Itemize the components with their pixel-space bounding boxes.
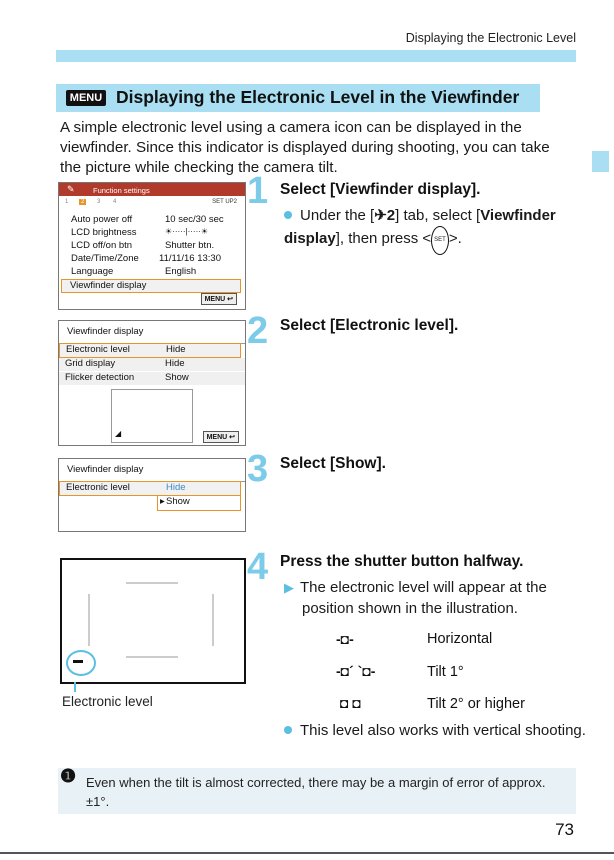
set-button-icon: SET	[431, 226, 449, 255]
menu-row-label: Language	[71, 266, 114, 277]
header-rule	[56, 50, 576, 62]
camera-level-icon: -◘-	[336, 631, 354, 647]
chapter-side-tab	[592, 151, 609, 172]
camera-level-icon: -◘´ `◘-	[336, 663, 376, 679]
intro-paragraph: A simple electronic level using a camera icon can be displayed in the viewfinder. Since this indicator is displayed during shooting, you can take the picture while checking the camera tilt.	[60, 119, 550, 176]
step-bullet: Under the [✈2] tab, select [Viewfinder display], then press < SET >.	[284, 205, 574, 255]
menu-row-label: LCD off/on btn	[71, 240, 133, 251]
menu-row-selected	[61, 279, 241, 293]
step-number: 3	[247, 448, 269, 490]
camera-level-icon: ◘ ◘	[340, 695, 361, 711]
page-bottom-rule	[0, 852, 614, 854]
menu-row: Flicker detection Show	[59, 372, 245, 385]
camera-screen-viewfinder-display	[58, 320, 246, 446]
bullet-dot	[284, 726, 292, 734]
menu-row-selected: Electronic level Hide	[59, 481, 241, 496]
electronic-level-callout	[66, 650, 96, 676]
menu-row-value: 11/11/16 13:30	[159, 253, 221, 264]
caution-note-text: Even when the tilt is almost corrected, there may be a margin of error of approx. ±1°.	[86, 775, 546, 809]
step-title: Select [Viewfinder display].	[280, 181, 481, 198]
menu-back-button: MENU ↩	[201, 293, 237, 305]
menu-row-value: English	[165, 266, 197, 277]
bullet-dot	[284, 211, 292, 219]
callout-line	[74, 682, 76, 692]
step-title: Select [Electronic level].	[280, 317, 459, 334]
menu-row-label: Date/Time/Zone	[71, 253, 139, 264]
running-header: Displaying the Electronic Level	[405, 31, 576, 45]
camera-screen-function-settings	[58, 182, 246, 310]
menu-row-label: Viewfinder display	[70, 280, 147, 291]
step-number: 2	[247, 310, 269, 352]
section-title: Displaying the Electronic Level in the Viewfinder	[116, 87, 520, 107]
page-number: 73	[555, 820, 574, 839]
camera-level-icon: ◢	[115, 429, 122, 438]
menu-row-label: LCD brightness	[71, 227, 137, 238]
tab-4: 4	[113, 199, 117, 205]
menu-row-label: Auto power off	[71, 214, 133, 225]
camera-screen-electronic-level	[58, 458, 246, 532]
page-indicator: SET UP2	[212, 199, 237, 205]
level-label-tilt1: Tilt 1°	[427, 664, 464, 680]
tab-3: 3	[97, 199, 101, 205]
menu-row: Grid display Hide	[59, 358, 245, 371]
screen-title: Function settings	[93, 186, 150, 195]
step-bullet: This level also works with vertical shooting.	[284, 720, 592, 741]
illustration-caption: Electronic level	[62, 694, 153, 709]
wrench-icon: ✎	[67, 184, 75, 194]
step-title: Select [Show].	[280, 455, 386, 472]
option-show: ▸ Show	[157, 495, 241, 511]
viewfinder-preview	[111, 389, 193, 443]
arrow-icon: ▶	[284, 580, 294, 595]
step-arrow-text: ▶ The electronic level will appear at the position shown in the illustration.	[284, 579, 547, 617]
menu-row-value: Shutter btn.	[165, 240, 215, 251]
screen-title: Viewfinder display	[67, 464, 144, 475]
wrench-icon: ✈2	[374, 207, 396, 224]
level-label-tilt2: Tilt 2° or higher	[427, 696, 525, 712]
menu-row-selected: Electronic level Hide	[59, 343, 241, 358]
caution-icon: ❶	[60, 766, 77, 786]
menu-row-value: 10 sec/30 sec	[165, 214, 224, 225]
step-number: 4	[247, 546, 269, 588]
step-title: Press the shutter button halfway.	[280, 553, 524, 570]
level-label-horizontal: Horizontal	[427, 631, 493, 647]
tab-1: 1	[65, 199, 69, 205]
menu-row-value: ☀·····|·····☀	[165, 227, 209, 236]
screen-title: Viewfinder display	[67, 326, 144, 337]
tab-2: 2	[81, 199, 85, 205]
menu-badge-icon: MENU	[66, 90, 106, 106]
viewfinder-illustration	[60, 558, 246, 684]
camera-level-icon: ▬	[73, 655, 83, 666]
menu-back-button: MENU ↩	[203, 431, 239, 443]
step-number: 1	[247, 170, 269, 212]
screen-title-bar	[59, 183, 245, 196]
